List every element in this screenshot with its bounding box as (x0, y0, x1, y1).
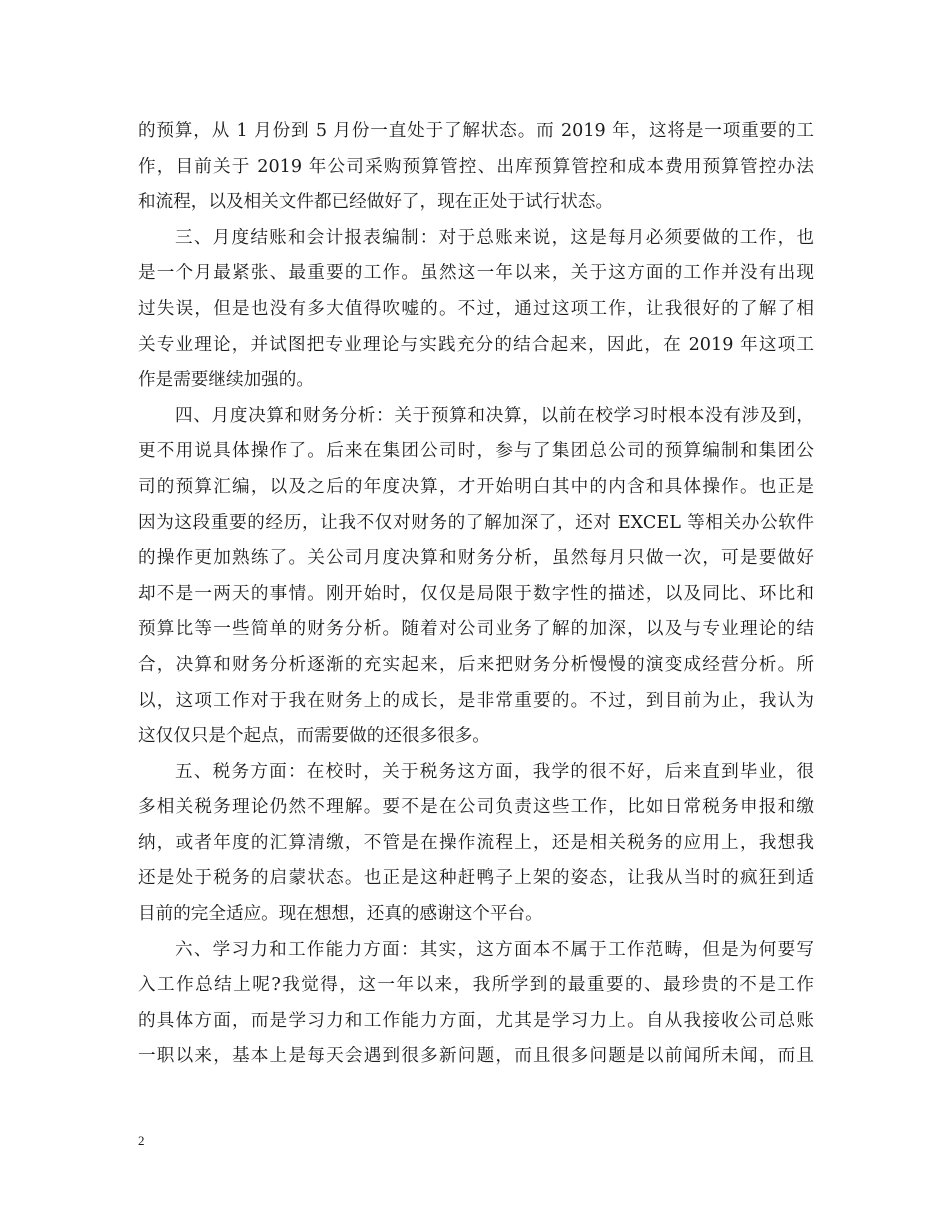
text-line: 三、月度结账和会计报表编制：对于总账来说，这是每月必须要做的工作，也 (175, 227, 814, 248)
text-line: 因为这段重要的经历，让我不仅对财务的了解加深了，还对 EXCEL 等相关办公软件 (138, 512, 814, 533)
text-line: 以，这项工作对于我在财务上的成长，是非常重要的。不过，到目前为止，我认为 (138, 690, 814, 711)
text-line: 过失误，但是也没有多大值得吹嘘的。不过，通过这项工作，让我很好的了解了相 (138, 298, 814, 319)
text-line: 纳，或者年度的汇算清缴，不管是在操作流程上，还是相关税务的应用上，我想我 (138, 832, 814, 853)
text-line: 预算比等一些简单的财务分析。随着对公司业务了解的加深，以及与专业理论的结 (138, 619, 814, 640)
text-line: 五、税务方面：在校时，关于税务这方面，我学的很不好，后来直到毕业，很 (175, 761, 814, 782)
text-line: 六、学习力和工作能力方面：其实，这方面本不属于工作范畴，但是为何要写 (175, 939, 814, 960)
text-line: 合，决算和财务分析逐渐的充实起来，后来把财务分析慢慢的演变成经营分析。所 (138, 654, 814, 675)
text-line: 四、月度决算和财务分析：关于预算和决算，以前在校学习时根本没有涉及到， (175, 405, 814, 426)
text-line: 更不用说具体操作了。后来在集团公司时，参与了集团总公司的预算编制和集团公 (138, 441, 814, 462)
text-line: 却不是一两天的事情。刚开始时，仅仅是局限于数字性的描述，以及同比、环比和 (138, 583, 814, 604)
text-line: 是一个月最紧张、最重要的工作。虽然这一年以来，关于这方面的工作并没有出现 (138, 263, 814, 284)
text-line: 这仅仅只是个起点，而需要做的还很多很多。 (138, 726, 490, 747)
text-line: 的具体方面，而是学习力和工作能力方面，尤其是学习力上。自从我接收公司总账 (138, 1010, 814, 1031)
text-line: 关专业理论，并试图把专业理论与实践充分的结合起来，因此，在 2019 年这项工 (138, 334, 814, 355)
text-line: 作，目前关于 2019 年公司采购预算管控、出库预算管控和成本费用预算管控办法 (138, 156, 814, 177)
text-line: 和流程，以及相关文件都已经做好了，现在正处于试行状态。 (138, 192, 614, 213)
text-line: 入工作总结上呢?我觉得，这一年以来，我所学到的最重要的、最珍贵的不是工作 (138, 975, 814, 996)
text-line: 还是处于税务的启蒙状态。也正是这种赶鸭子上架的姿态，让我从当时的疯狂到适 (138, 868, 814, 889)
page-number: 2 (138, 1133, 145, 1148)
body-text (138, 114, 814, 1075)
text-line: 一职以来，基本上是每天会遇到很多新问题，而且很多问题是以前闻所未闻，而且 (138, 1046, 814, 1067)
text-line: 多相关税务理论仍然不理解。要不是在公司负责这些工作，比如日常税务申报和缴 (138, 797, 814, 818)
text-line: 的操作更加熟练了。关公司月度决算和财务分析，虽然每月只做一次，可是要做好 (138, 548, 814, 569)
text-line: 目前的完全适应。现在想想，还真的感谢这个平台。 (138, 904, 543, 925)
text-line: 的预算，从 1 月份到 5 月份一直处于了解状态。而 2019 年，这将是一项重要的工 (138, 121, 814, 141)
text-line: 作是需要继续加强的。 (138, 370, 314, 391)
text-line: 司的预算汇编，以及之后的年度决算，才开始明白其中的内含和具体操作。也正是 (138, 476, 814, 497)
